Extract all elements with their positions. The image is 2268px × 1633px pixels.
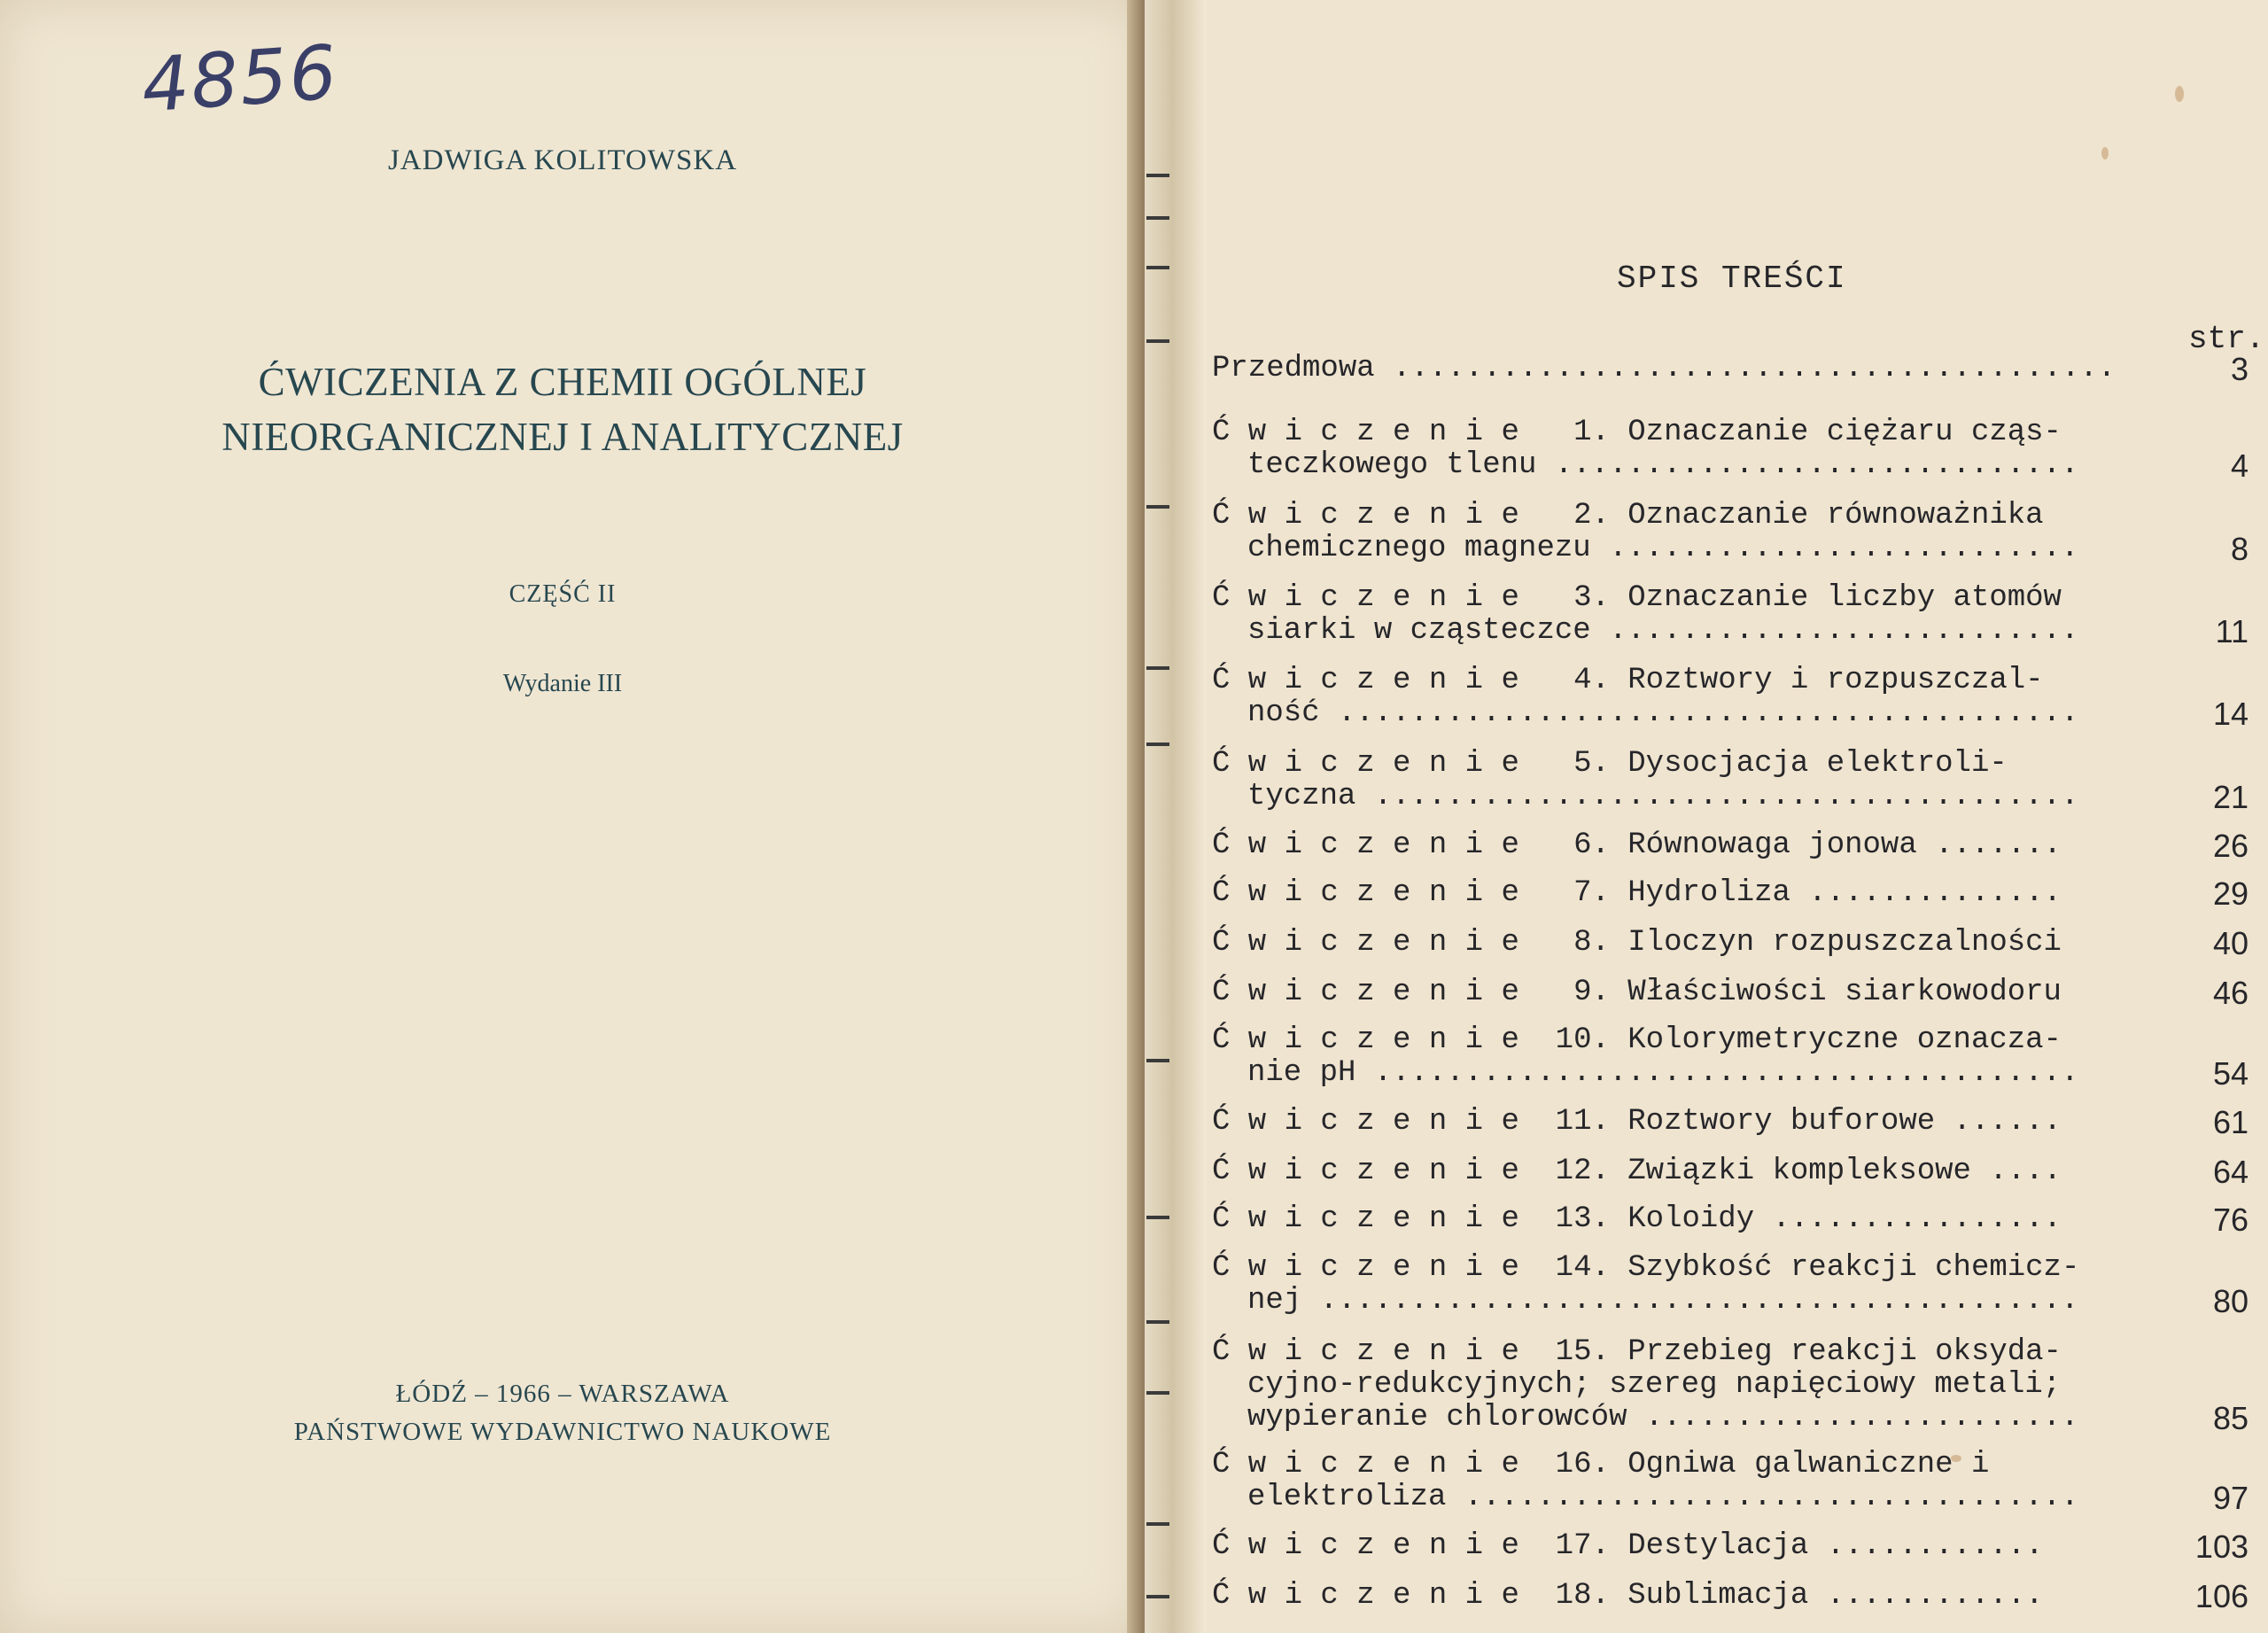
toc-entry-title: Ć w i c z e n i e 10. Kolorymetryczne oznacza- bbox=[1212, 1023, 2062, 1057]
toc-entry-title: Ć w i c z e n i e 7. Hydroliza .............. bbox=[1212, 876, 2062, 910]
gutter-mark bbox=[1146, 1320, 1169, 1324]
gutter-mark bbox=[1146, 743, 1169, 746]
toc-page-number: 26 bbox=[2212, 828, 2249, 864]
toc-entry bbox=[1212, 665, 2257, 730]
page-gutter bbox=[1145, 0, 1207, 1633]
toc-entry-continuation: elektroliza .................................. bbox=[1247, 1481, 2079, 1514]
toc-heading: SPIS TREŚCI bbox=[1617, 261, 1847, 297]
gutter-mark bbox=[1146, 1391, 1169, 1395]
toc-entry bbox=[1212, 1580, 2257, 1613]
book-title-line-1: ĆWICZENIA Z CHEMII OGÓLNEJ bbox=[258, 360, 867, 404]
book-spine-shadow bbox=[1127, 0, 1146, 1633]
gutter-mark bbox=[1146, 266, 1169, 269]
toc-entry-continuation: chemicznego magnezu .......................... bbox=[1247, 532, 2079, 565]
toc-entry-title: Ć w i c z e n i e 8. Iloczyn rozpuszczalności bbox=[1212, 926, 2062, 960]
toc-page-number: 29 bbox=[2212, 875, 2249, 912]
toc-entry bbox=[1212, 1530, 2257, 1563]
imprint bbox=[0, 1375, 1125, 1451]
toc-page-number: 61 bbox=[2212, 1104, 2249, 1140]
toc-entry bbox=[1212, 416, 2257, 482]
toc-entry bbox=[1212, 829, 2257, 862]
edition-label: Wydanie III bbox=[502, 670, 623, 697]
toc-entry-title: Ć w i c z e n i e 11. Roztwory buforowe ...... bbox=[1212, 1105, 2062, 1139]
toc-entry-continuation: tyczna ....................................... bbox=[1247, 780, 2079, 813]
toc-entry bbox=[1212, 1024, 2257, 1090]
toc-page-number: 4 bbox=[2230, 447, 2249, 484]
imprint-place-year: ŁÓDŹ – 1966 – WARSZAWA bbox=[395, 1380, 730, 1408]
toc-entry-title: Ć w i c z e n i e 1. Oznaczanie ciężaru cząs- bbox=[1212, 416, 2062, 449]
toc-page-number: 3 bbox=[2230, 351, 2249, 387]
toc-page-number: 80 bbox=[2212, 1283, 2249, 1319]
toc-entry-title: Przedmowa ........................................ bbox=[1212, 352, 2117, 385]
toc-entry-title: Ć w i c z e n i e 9. Właściwości siarkowodoru bbox=[1212, 976, 2062, 1009]
toc-page-number: 21 bbox=[2212, 779, 2249, 815]
toc-entry-continuation: nej .......................................... bbox=[1247, 1284, 2079, 1318]
toc-entry-continuation: cyjno-redukcyjnych; szereg napięciowy metali; bbox=[1247, 1368, 2062, 1402]
book-title bbox=[0, 354, 1125, 464]
toc-entry bbox=[1212, 1203, 2257, 1236]
paper-stain bbox=[2101, 147, 2109, 159]
page-column-label: str. bbox=[2188, 321, 2265, 357]
toc-page-number: 40 bbox=[2212, 925, 2249, 961]
toc-entry bbox=[1212, 1106, 2257, 1139]
toc-page-number: 14 bbox=[2212, 696, 2249, 732]
toc-page-number: 103 bbox=[2194, 1528, 2249, 1565]
gutter-mark bbox=[1146, 174, 1169, 177]
toc-entry-title: Ć w i c z e n i e 18. Sublimacja ............ bbox=[1212, 1579, 2044, 1613]
gutter-mark bbox=[1146, 339, 1169, 343]
part-number: CZĘŚĆ II bbox=[509, 580, 617, 608]
toc-page-number: 46 bbox=[2212, 975, 2249, 1011]
toc-entry-title: Ć w i c z e n i e 4. Roztwory i rozpuszczal- bbox=[1212, 664, 2044, 697]
gutter-mark bbox=[1146, 1059, 1169, 1062]
contents-page bbox=[1145, 0, 2268, 1633]
author-name: JADWIGA KOLITOWSKA bbox=[387, 144, 738, 176]
toc-entry-title: Ć w i c z e n i e 5. Dysocjacja elektroli- bbox=[1212, 747, 2008, 781]
toc-entry-title: Ć w i c z e n i e 3. Oznaczanie liczby atomów bbox=[1212, 581, 2062, 615]
toc-page-number: 8 bbox=[2230, 531, 2249, 567]
toc-entry-title: Ć w i c z e n i e 16. Ogniwa galwaniczne i bbox=[1212, 1448, 1990, 1481]
toc-page-number: 64 bbox=[2212, 1154, 2249, 1190]
gutter-mark bbox=[1146, 216, 1169, 220]
book-title-line-2: NIEORGANICZNEJ I ANALITYCZNEJ bbox=[221, 415, 904, 459]
gutter-mark bbox=[1146, 1595, 1169, 1598]
toc-entry-continuation: siarki w cząsteczce .......................... bbox=[1247, 614, 2079, 648]
toc-entry bbox=[1212, 748, 2257, 813]
toc-entry bbox=[1212, 353, 2257, 385]
toc-entry-continuation: wypieranie chlorowców ........................ bbox=[1247, 1401, 2079, 1435]
gutter-mark bbox=[1146, 666, 1169, 670]
toc-entry-continuation: teczkowego tlenu ............................. bbox=[1247, 448, 2079, 482]
toc-entry bbox=[1212, 1336, 2257, 1435]
toc-page-number: 11 bbox=[2215, 613, 2249, 649]
toc-entry bbox=[1212, 927, 2257, 960]
handwritten-catalog-number: 4856 bbox=[138, 28, 341, 129]
gutter-mark bbox=[1146, 1216, 1169, 1219]
toc-entry bbox=[1212, 877, 2257, 910]
toc-entry bbox=[1212, 976, 2257, 1009]
toc-entry bbox=[1212, 1155, 2257, 1188]
toc-page-number: 76 bbox=[2212, 1201, 2249, 1238]
toc-entry bbox=[1212, 1252, 2257, 1318]
gutter-mark bbox=[1146, 505, 1169, 509]
toc-page-number: 97 bbox=[2212, 1480, 2249, 1516]
toc-entry bbox=[1212, 582, 2257, 648]
toc-entry-continuation: ność ......................................... bbox=[1247, 696, 2079, 730]
paper-stain bbox=[2175, 86, 2184, 102]
toc-entry-title: Ć w i c z e n i e 2. Oznaczanie równoważnika bbox=[1212, 499, 2044, 533]
toc-page-number: 106 bbox=[2194, 1578, 2249, 1614]
toc-entry-title: Ć w i c z e n i e 17. Destylacja ............ bbox=[1212, 1529, 2044, 1563]
toc-entry-title: Ć w i c z e n i e 14. Szybkość reakcji chemicz- bbox=[1212, 1251, 2080, 1285]
toc-entry bbox=[1212, 1449, 2257, 1514]
toc-page-number: 85 bbox=[2212, 1400, 2249, 1436]
gutter-mark bbox=[1146, 1522, 1169, 1526]
toc-entry-title: Ć w i c z e n i e 13. Koloidy ................ bbox=[1212, 1202, 2062, 1236]
toc-entry-continuation: nie pH ....................................... bbox=[1247, 1056, 2079, 1090]
toc-entry-title: Ć w i c z e n i e 6. Równowaga jonowa ....... bbox=[1212, 828, 2062, 862]
toc-page-number: 54 bbox=[2212, 1055, 2249, 1092]
toc-entry-title: Ć w i c z e n i e 12. Związki kompleksowe .... bbox=[1212, 1155, 2062, 1188]
toc-entry-title: Ć w i c z e n i e 15. Przebieg reakcji oksyda- bbox=[1212, 1335, 2062, 1369]
toc-entry bbox=[1212, 500, 2257, 565]
imprint-publisher: PAŃSTWOWE WYDAWNICTWO NAUKOWE bbox=[293, 1418, 832, 1446]
